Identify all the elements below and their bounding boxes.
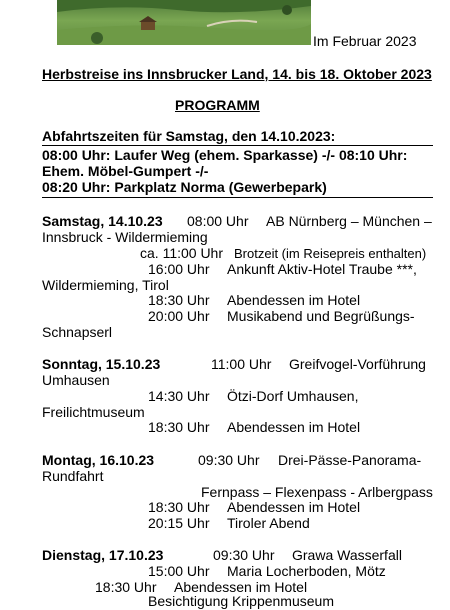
saturday-time-1: 08:00 Uhr: [187, 213, 249, 229]
tuesday-next-line: Besichtigung Krippenmuseum: [148, 593, 334, 609]
saturday-event-5a: Musikabend und Begrüßungs-: [227, 308, 415, 324]
trip-title: Herbstreise ins Innsbrucker Land, 14. bis 18. Oktober 2023: [42, 66, 432, 82]
saturday-event-4: Abendessen im Hotel: [227, 292, 361, 308]
sunday-event-2b: Freilichtmuseum: [42, 404, 145, 420]
sunday-time-1: 11:00 Uhr: [211, 356, 272, 372]
departure-rule-top: [42, 145, 433, 146]
day-sunday: Sonntag, 15.10.23: [42, 356, 161, 372]
sunday-event-3: Abendessen im Hotel: [227, 419, 361, 435]
sunday-event-2a: Ötzi-Dorf Umhausen,: [227, 388, 359, 404]
day-saturday: Samstag, 14.10.23: [42, 213, 163, 229]
day-monday: Montag, 16.10.23: [42, 452, 155, 468]
tuesday-time-2: 15:00 Uhr: [148, 563, 210, 579]
saturday-event-2: Brotzeit (im Reisepreis enthalten): [234, 246, 427, 261]
monday-time-3: 20:15 Uhr: [148, 515, 210, 531]
monday-route: Fernpass – Flexenpass - Arlbergpass: [201, 484, 433, 500]
tuesday-event-1: Grawa Wasserfall: [292, 547, 402, 563]
monday-event-3: Tiroler Abend: [227, 515, 310, 531]
saturday-event-3a: Ankunft Aktiv-Hotel Traube ***,: [227, 261, 417, 277]
sunday-time-3: 18:30 Uhr: [148, 419, 210, 435]
saturday-time-3: 16:00 Uhr: [148, 261, 210, 277]
saturday-event-1a: AB Nürnberg – München –: [266, 213, 432, 229]
tuesday-time-3: 18:30 Uhr: [95, 579, 157, 595]
header-photo: [57, 0, 311, 45]
saturday-time-5: 20:00 Uhr: [148, 308, 210, 324]
tuesday-event-2: Maria Locherboden, Mötz: [227, 563, 386, 579]
letter-date: Im Februar 2023: [313, 33, 417, 49]
departure-line-2: Ehem. Möbel-Gumpert -/-: [42, 163, 209, 179]
saturday-time-2: ca. 11:00 Uhr: [140, 245, 224, 261]
tuesday-event-3: Abendessen im Hotel: [174, 579, 308, 595]
monday-event-2: Abendessen im Hotel: [227, 499, 361, 515]
sunday-event-1a: Greifvogel-Vorführung: [289, 356, 426, 372]
tuesday-time-1: 09:30 Uhr: [213, 547, 275, 563]
sunday-time-2: 14:30 Uhr: [148, 388, 210, 404]
sunday-event-1b: Umhausen: [42, 372, 110, 388]
day-tuesday: Dienstag, 17.10.23: [42, 547, 164, 563]
departure-rule-bottom: [42, 197, 433, 198]
monday-time-1: 09:30 Uhr: [198, 452, 260, 468]
departure-line-1: 08:00 Uhr: Laufer Weg (ehem. Sparkasse) -/- 08:10 Uhr:: [42, 147, 408, 163]
saturday-event-5b: Schnapserl: [42, 324, 113, 340]
monday-time-2: 18:30 Uhr: [148, 499, 210, 515]
departure-heading: Abfahrtszeiten für Samstag, den 14.10.2023:: [42, 128, 336, 144]
departure-line-3: 08:20 Uhr: Parkplatz Norma (Gewerbepark): [42, 179, 327, 195]
saturday-event-1b: Innsbruck - Wildermieming: [42, 229, 208, 245]
monday-event-1b: Rundfahrt: [42, 468, 104, 484]
monday-event-1a: Drei-Pässe-Panorama-: [278, 452, 422, 468]
program-heading: PROGRAMM: [175, 97, 260, 113]
saturday-time-4: 18:30 Uhr: [148, 292, 210, 308]
saturday-event-3b: Wildermieming, Tirol: [42, 277, 169, 293]
